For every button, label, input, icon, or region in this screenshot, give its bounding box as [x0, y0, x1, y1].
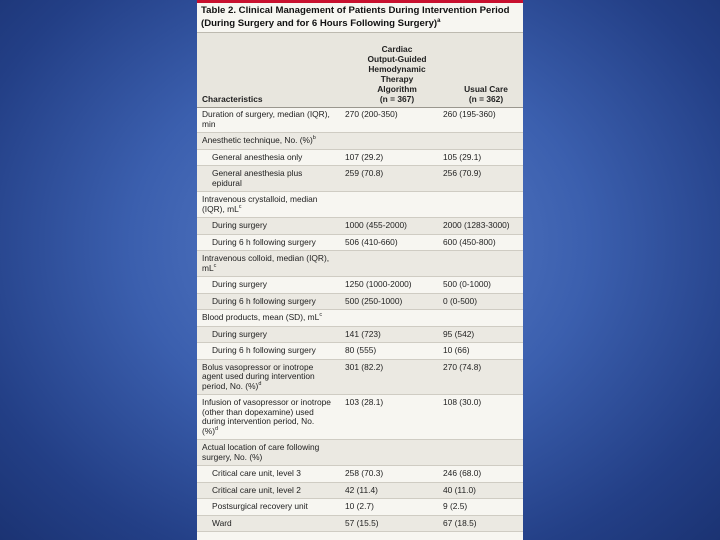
cell-intervention-value: 1250 (1000-2000)	[335, 277, 431, 294]
row-label-cell	[197, 192, 335, 218]
row-label-cell	[197, 343, 335, 360]
row-label-cell	[197, 466, 335, 483]
table-panel	[197, 0, 523, 540]
table-row	[197, 149, 523, 166]
row-label-cell	[197, 395, 335, 440]
cell-usual-care-value: 2000 (1283-3000)	[431, 218, 523, 235]
cell-intervention-value: 259 (70.8)	[335, 166, 431, 192]
cell-intervention-value: 141 (723)	[335, 326, 431, 343]
cell-usual-care-value	[431, 440, 523, 466]
cell-usual-care-value: 40 (11.0)	[431, 482, 523, 499]
row-label: Duration of surgery, median (IQR), min	[202, 109, 330, 129]
table-row	[197, 310, 523, 327]
row-label-cell	[197, 359, 335, 395]
row-label: Actual location of care following surgery, No. (%)	[202, 442, 320, 462]
header-col1-line: Hemodynamic	[368, 64, 426, 74]
cell-usual-care-value: 260 (195-360)	[431, 107, 523, 133]
row-label-cell	[197, 107, 335, 133]
header-col1-line: Output-Guided	[367, 54, 427, 64]
cell-usual-care-value: 600 (450-800)	[431, 234, 523, 251]
table-row	[197, 482, 523, 499]
row-footnote-marker: c	[238, 203, 242, 210]
table-row	[197, 499, 523, 516]
row-label: During surgery	[212, 328, 267, 339]
row-label: Postsurgical recovery unit	[212, 501, 308, 511]
row-label: Critical care unit, level 2	[212, 484, 301, 495]
row-footnote-marker: b	[312, 135, 316, 142]
row-label: Anesthetic technique, No. (%)	[202, 135, 313, 145]
cell-usual-care-value	[431, 310, 523, 327]
cell-intervention-value: 103 (28.1)	[335, 395, 431, 440]
row-label: During 6 h following surgery	[212, 236, 316, 247]
cell-usual-care-value: 0 (0-500)	[431, 293, 523, 310]
cell-intervention-value	[335, 192, 431, 218]
header-col2-line: Usual Care	[464, 84, 508, 94]
cell-usual-care-value: 270 (74.8)	[431, 359, 523, 395]
data-table	[197, 107, 523, 532]
cell-intervention-value: 80 (555)	[335, 343, 431, 360]
row-footnote-marker: c	[213, 262, 217, 269]
header-intervention-group	[347, 44, 447, 104]
table-row	[197, 107, 523, 133]
cell-usual-care-value: 95 (542)	[431, 326, 523, 343]
row-label-cell	[197, 133, 335, 150]
row-label: General anesthesia only	[212, 151, 303, 162]
top-accent-bar	[197, 0, 523, 3]
cell-usual-care-value: 246 (68.0)	[431, 466, 523, 483]
table-row	[197, 466, 523, 483]
cell-usual-care-value: 10 (66)	[431, 343, 523, 360]
cell-intervention-value: 42 (11.4)	[335, 482, 431, 499]
cell-intervention-value	[335, 133, 431, 150]
cell-usual-care-value: 500 (0-1000)	[431, 277, 523, 294]
table-title-line2: (During Surgery and for 6 Hours Following Surgery)	[201, 17, 438, 29]
cell-intervention-value: 57 (15.5)	[335, 515, 431, 532]
cell-intervention-value: 258 (70.3)	[335, 466, 431, 483]
table-row	[197, 326, 523, 343]
row-label: General anesthesia plus epidural	[212, 168, 303, 188]
row-label-cell	[197, 218, 335, 235]
cell-intervention-value: 107 (29.2)	[335, 149, 431, 166]
table-row	[197, 515, 523, 532]
cell-usual-care-value	[431, 192, 523, 218]
header-col2-line: (n = 362)	[468, 94, 504, 104]
table-row	[197, 440, 523, 466]
row-label: Bolus vasopressor or inotrope agent used during intervention period, No. (%)	[202, 361, 315, 391]
cell-intervention-value: 301 (82.2)	[335, 359, 431, 395]
row-label-cell	[197, 166, 335, 192]
header-col1-line: Therapy	[380, 74, 414, 84]
cell-intervention-value: 500 (250-1000)	[335, 293, 431, 310]
table-row	[197, 343, 523, 360]
cell-intervention-value: 506 (410-660)	[335, 234, 431, 251]
table-title-footnote: a	[437, 17, 441, 24]
header-characteristics: Characteristics	[202, 94, 263, 104]
table-title-line1: Table 2. Clinical Management of Patients During Intervention Period	[201, 5, 510, 16]
cell-intervention-value: 270 (200-350)	[335, 107, 431, 133]
row-label: Infusion of vasopressor or inotrope (other than dopexamine) used during intervention period, No. (%)	[202, 397, 331, 436]
cell-intervention-value	[335, 251, 431, 277]
row-label-cell	[197, 293, 335, 310]
table-row	[197, 133, 523, 150]
cell-intervention-value	[335, 440, 431, 466]
table-row	[197, 166, 523, 192]
row-footnote-marker: d	[258, 380, 262, 387]
row-label-cell	[197, 149, 335, 166]
row-label: During 6 h following surgery	[212, 295, 316, 306]
cell-usual-care-value: 67 (18.5)	[431, 515, 523, 532]
table-row	[197, 359, 523, 395]
row-label: During 6 h following surgery	[212, 345, 316, 355]
row-label-cell	[197, 515, 335, 532]
cell-intervention-value: 1000 (455-2000)	[335, 218, 431, 235]
row-label-cell	[197, 234, 335, 251]
table-row	[197, 218, 523, 235]
header-usual-care	[451, 84, 521, 104]
row-label: Ward	[212, 517, 232, 528]
row-label: Blood products, mean (SD), mL	[202, 312, 320, 322]
row-label-cell	[197, 310, 335, 327]
table-row	[197, 277, 523, 294]
row-label: During surgery	[212, 279, 267, 289]
row-footnote-marker: d	[215, 425, 219, 432]
row-label-cell	[197, 251, 335, 277]
cell-intervention-value: 10 (2.7)	[335, 499, 431, 516]
table-row	[197, 395, 523, 440]
row-label: During surgery	[212, 220, 267, 230]
row-label-cell	[197, 499, 335, 516]
header-col1-line: Cardiac	[381, 44, 413, 54]
cell-intervention-value	[335, 310, 431, 327]
row-label: Critical care unit, level 3	[212, 468, 301, 478]
table-header	[197, 32, 523, 108]
cell-usual-care-value: 108 (30.0)	[431, 395, 523, 440]
row-label: Intravenous colloid, median (IQR), mL	[202, 253, 330, 273]
row-label: Intravenous crystalloid, median (IQR), mL	[202, 194, 318, 214]
header-col1-line: (n = 367)	[379, 94, 415, 104]
cell-usual-care-value	[431, 251, 523, 277]
table-row	[197, 293, 523, 310]
cell-usual-care-value: 105 (29.1)	[431, 149, 523, 166]
table-row	[197, 192, 523, 218]
cell-usual-care-value: 256 (70.9)	[431, 166, 523, 192]
cell-usual-care-value	[431, 133, 523, 150]
row-label-cell	[197, 440, 335, 466]
table-row	[197, 234, 523, 251]
table-row	[197, 251, 523, 277]
row-footnote-marker: c	[319, 312, 323, 319]
cell-usual-care-value: 9 (2.5)	[431, 499, 523, 516]
table-title	[201, 5, 519, 30]
row-label-cell	[197, 326, 335, 343]
header-col1-line: Algorithm	[377, 84, 417, 94]
row-label-cell	[197, 277, 335, 294]
row-label-cell	[197, 482, 335, 499]
